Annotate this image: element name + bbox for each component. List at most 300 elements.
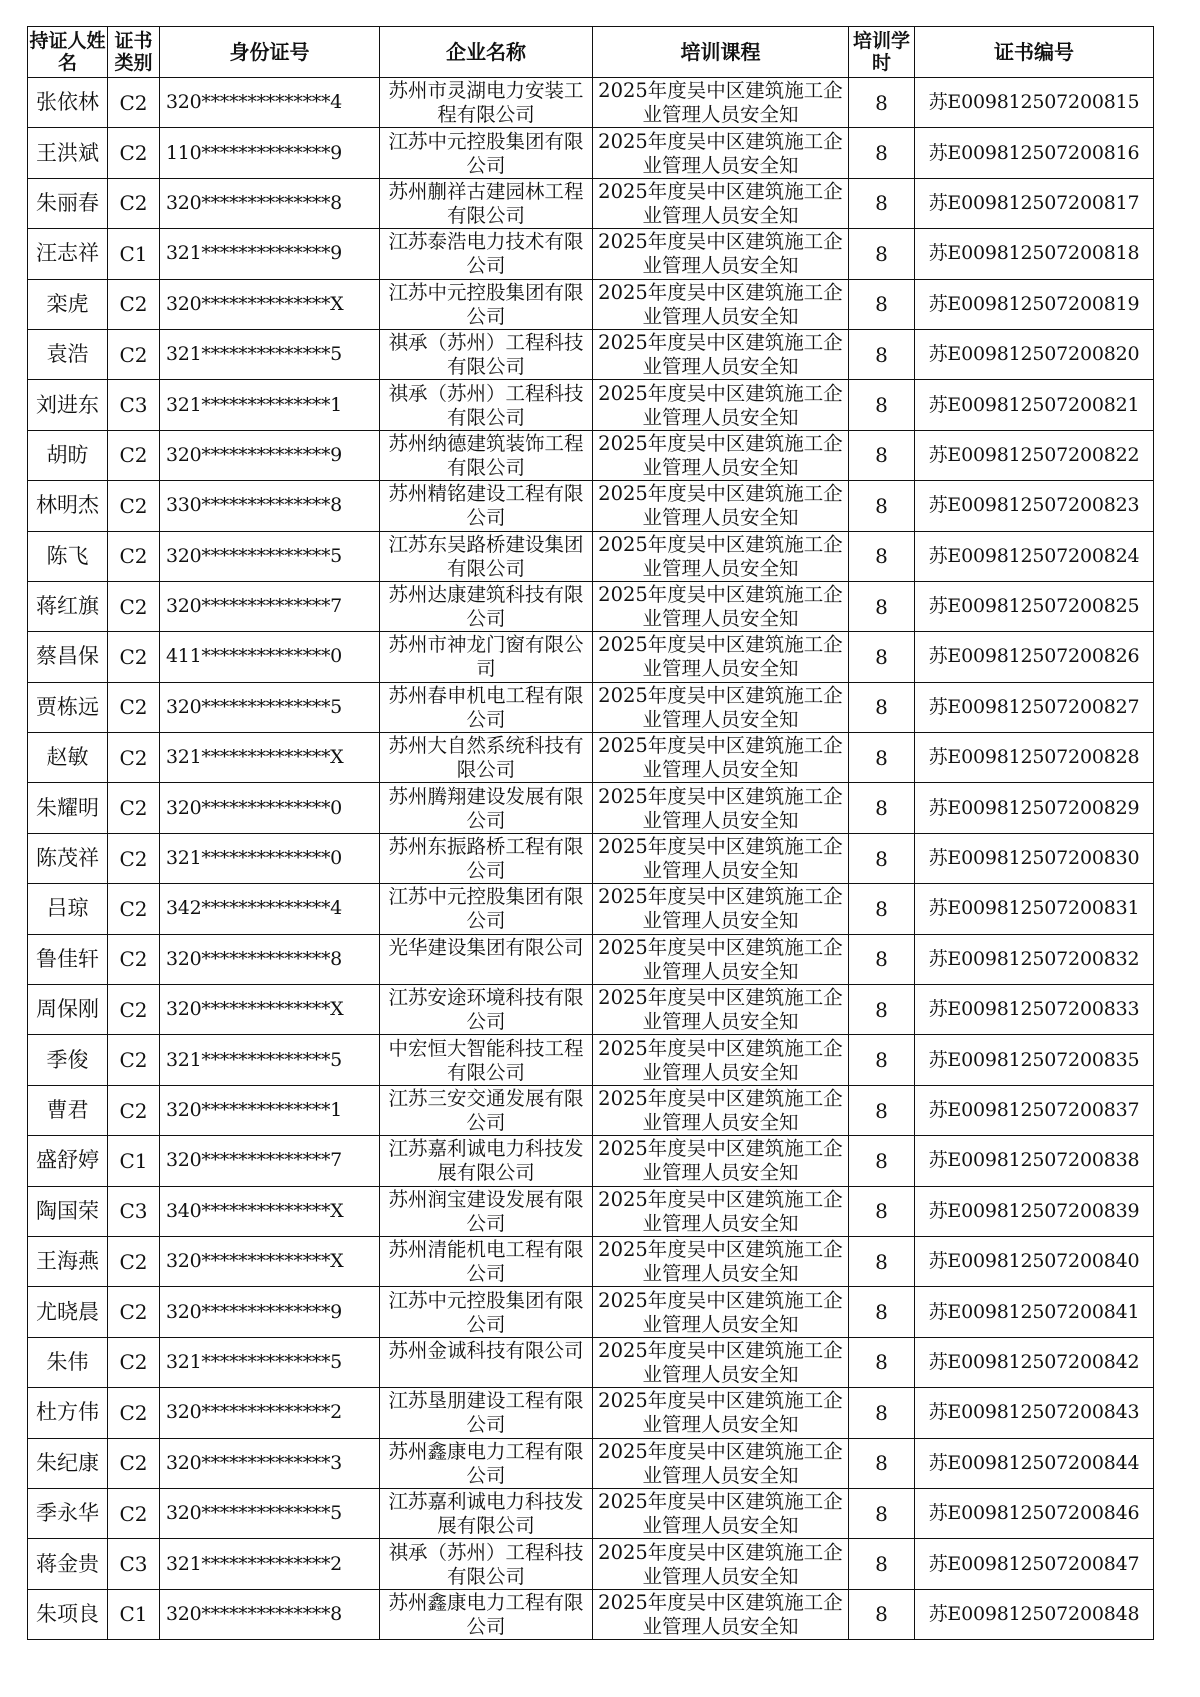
cell-id-number: 320**************7 <box>160 581 380 631</box>
cell-training-hours: 8 <box>849 1035 915 1085</box>
cell-cert-number: 苏E009812507200827 <box>915 682 1154 732</box>
cell-cert-number: 苏E009812507200829 <box>915 783 1154 833</box>
cell-cert-number: 苏E009812507200815 <box>915 78 1154 128</box>
cell-cert-number: 苏E009812507200835 <box>915 1035 1154 1085</box>
cell-training-hours: 8 <box>849 833 915 883</box>
cell-company-name <box>380 1085 593 1135</box>
cell-training-hours: 8 <box>849 481 915 531</box>
cell-id-number: 340**************X <box>160 1186 380 1236</box>
cell-cert-category: C2 <box>108 581 160 631</box>
table-row <box>28 1236 1154 1286</box>
cell-cert-category: C2 <box>108 985 160 1035</box>
cell-cert-category: C2 <box>108 632 160 682</box>
cell-cert-number: 苏E009812507200819 <box>915 279 1154 329</box>
table-row <box>28 178 1154 228</box>
cell-cert-number: 苏E009812507200824 <box>915 531 1154 581</box>
table-row <box>28 581 1154 631</box>
cell-id-number: 411**************0 <box>160 632 380 682</box>
table-row <box>28 1337 1154 1387</box>
cell-training-course-text: 2025年度吴中区建筑施工企业管理人员安全知 <box>598 885 843 933</box>
cell-training-course-text: 2025年度吴中区建筑施工企业管理人员安全知 <box>598 1590 843 1638</box>
table-row <box>28 78 1154 128</box>
cell-holder-name: 栾虎 <box>28 279 108 329</box>
cell-training-course <box>593 985 849 1035</box>
cell-company-name <box>380 430 593 480</box>
cell-training-hours: 8 <box>849 279 915 329</box>
cell-company-name-text: 苏州腾翔建设发展有限公司 <box>388 784 584 832</box>
cell-company-name <box>380 1539 593 1589</box>
cell-company-name <box>380 1236 593 1286</box>
cell-id-number: 321**************0 <box>160 833 380 883</box>
cell-id-number: 321**************5 <box>160 1337 380 1387</box>
cell-training-course-text: 2025年度吴中区建筑施工企业管理人员安全知 <box>598 431 843 479</box>
cell-id-number: 321**************2 <box>160 1539 380 1589</box>
cell-cert-number: 苏E009812507200818 <box>915 229 1154 279</box>
cell-id-number: 320**************8 <box>160 178 380 228</box>
cell-training-course <box>593 78 849 128</box>
cell-training-course <box>593 783 849 833</box>
cell-holder-name: 王海燕 <box>28 1236 108 1286</box>
cell-cert-number: 苏E009812507200828 <box>915 733 1154 783</box>
cell-holder-name: 刘进东 <box>28 380 108 430</box>
cell-company-name-text: 苏州春申机电工程有限公司 <box>388 683 584 731</box>
cell-training-hours: 8 <box>849 632 915 682</box>
cell-training-course-text: 2025年度吴中区建筑施工企业管理人员安全知 <box>598 381 843 429</box>
cell-training-course <box>593 1236 849 1286</box>
cell-cert-number: 苏E009812507200825 <box>915 581 1154 631</box>
cell-cert-number: 苏E009812507200843 <box>915 1388 1154 1438</box>
cell-company-name-text: 苏州东振路桥工程有限公司 <box>388 835 584 883</box>
cell-cert-number: 苏E009812507200844 <box>915 1438 1154 1488</box>
cell-cert-number: 苏E009812507200823 <box>915 481 1154 531</box>
cell-cert-category: C2 <box>108 481 160 531</box>
cell-training-course <box>593 531 849 581</box>
table-row <box>28 1186 1154 1236</box>
cell-cert-category: C2 <box>108 1236 160 1286</box>
cell-cert-number: 苏E009812507200842 <box>915 1337 1154 1387</box>
cell-training-course <box>593 1589 849 1639</box>
table-row <box>28 833 1154 883</box>
cell-cert-number: 苏E009812507200821 <box>915 380 1154 430</box>
cell-company-name <box>380 632 593 682</box>
cell-training-course <box>593 430 849 480</box>
cell-cert-category: C2 <box>108 1035 160 1085</box>
cell-training-course <box>593 1337 849 1387</box>
cell-id-number: 320**************X <box>160 279 380 329</box>
cell-company-name-text: 苏州精铭建设工程有限公司 <box>388 482 584 530</box>
cell-company-name <box>380 783 593 833</box>
cell-id-number: 320**************5 <box>160 682 380 732</box>
cell-company-name-text: 江苏中元控股集团有限公司 <box>388 280 584 328</box>
cell-cert-category: C3 <box>108 1186 160 1236</box>
cell-cert-category: C2 <box>108 833 160 883</box>
cell-training-course-text: 2025年度吴中区建筑施工企业管理人员安全知 <box>598 1187 843 1235</box>
cell-holder-name: 朱项良 <box>28 1589 108 1639</box>
cell-company-name <box>380 531 593 581</box>
cell-company-name <box>380 1287 593 1337</box>
cell-cert-category: C2 <box>108 78 160 128</box>
cell-training-hours: 8 <box>849 783 915 833</box>
cell-training-course <box>593 229 849 279</box>
cell-company-name-text: 江苏中元控股集团有限公司 <box>388 129 584 177</box>
cell-training-course <box>593 178 849 228</box>
cell-training-hours: 8 <box>849 733 915 783</box>
cell-cert-number: 苏E009812507200848 <box>915 1589 1154 1639</box>
cell-holder-name: 朱丽春 <box>28 178 108 228</box>
cell-company-name <box>380 733 593 783</box>
cell-cert-number: 苏E009812507200841 <box>915 1287 1154 1337</box>
cell-training-course-text: 2025年度吴中区建筑施工企业管理人员安全知 <box>598 583 843 631</box>
cell-training-course-text: 2025年度吴中区建筑施工企业管理人员安全知 <box>598 280 843 328</box>
cell-training-course-text: 2025年度吴中区建筑施工企业管理人员安全知 <box>598 1137 843 1185</box>
cell-id-number: 321**************X <box>160 733 380 783</box>
cell-company-name <box>380 1186 593 1236</box>
table-row <box>28 733 1154 783</box>
cell-id-number: 320**************5 <box>160 531 380 581</box>
cell-training-hours: 8 <box>849 884 915 934</box>
cell-company-name-text: 苏州市灵湖电力安装工程有限公司 <box>388 79 584 127</box>
cell-training-course <box>593 884 849 934</box>
cell-id-number: 320**************8 <box>160 1589 380 1639</box>
cell-id-number: 110**************9 <box>160 128 380 178</box>
cell-id-number: 320**************1 <box>160 1085 380 1135</box>
header-company-name: 企业名称 <box>380 27 593 78</box>
cell-training-course-text: 2025年度吴中区建筑施工企业管理人员安全知 <box>598 1087 843 1134</box>
cell-training-course-text: 2025年度吴中区建筑施工企业管理人员安全知 <box>598 331 843 379</box>
cell-training-course-text: 2025年度吴中区建筑施工企业管理人员安全知 <box>598 683 843 731</box>
table-row <box>28 279 1154 329</box>
table-row <box>28 985 1154 1035</box>
cell-cert-category: C2 <box>108 682 160 732</box>
cell-cert-category: C2 <box>108 783 160 833</box>
cell-id-number: 320**************2 <box>160 1388 380 1438</box>
table-row <box>28 1488 1154 1538</box>
cell-id-number: 320**************5 <box>160 1488 380 1538</box>
cell-company-name <box>380 229 593 279</box>
cell-holder-name: 盛舒婷 <box>28 1136 108 1186</box>
cell-company-name-text: 苏州达康建筑科技有限公司 <box>388 583 584 631</box>
cell-company-name <box>380 1337 593 1387</box>
cell-id-number: 320**************8 <box>160 934 380 984</box>
table-row <box>28 430 1154 480</box>
cell-training-course <box>593 481 849 531</box>
cell-cert-category: C2 <box>108 1287 160 1337</box>
cell-training-course <box>593 632 849 682</box>
table-row <box>28 1287 1154 1337</box>
cell-holder-name: 周保刚 <box>28 985 108 1035</box>
table-row <box>28 1388 1154 1438</box>
cell-holder-name: 蒋红旗 <box>28 581 108 631</box>
cell-holder-name: 朱伟 <box>28 1337 108 1387</box>
cell-training-hours: 8 <box>849 128 915 178</box>
cell-holder-name: 陈飞 <box>28 531 108 581</box>
cell-holder-name: 吕琼 <box>28 884 108 934</box>
cell-cert-number: 苏E009812507200840 <box>915 1236 1154 1286</box>
cell-company-name-text: 江苏安途环境科技有限公司 <box>388 986 584 1034</box>
cell-cert-category: C2 <box>108 884 160 934</box>
cell-holder-name: 季俊 <box>28 1035 108 1085</box>
header-cert-number: 证书编号 <box>915 27 1154 78</box>
cell-training-course-text: 2025年度吴中区建筑施工企业管理人员安全知 <box>598 129 843 177</box>
cell-cert-category: C3 <box>108 380 160 430</box>
cell-training-hours: 8 <box>849 78 915 128</box>
cell-company-name-text: 江苏中元控股集团有限公司 <box>388 1288 584 1336</box>
cell-company-name-text: 苏州市神龙门窗有限公司 <box>388 633 584 681</box>
cell-company-name-text: 中宏恒大智能科技工程有限公司 <box>388 1036 584 1084</box>
cell-training-course-text: 2025年度吴中区建筑施工企业管理人员安全知 <box>598 935 843 983</box>
cell-holder-name: 赵敏 <box>28 733 108 783</box>
cell-id-number: 321**************5 <box>160 1035 380 1085</box>
cell-training-course-text: 2025年度吴中区建筑施工企业管理人员安全知 <box>598 230 843 278</box>
cell-company-name-text: 苏州大自然系统科技有限公司 <box>388 734 584 782</box>
cell-cert-category: C2 <box>108 430 160 480</box>
cell-holder-name: 陈茂祥 <box>28 833 108 883</box>
table-row <box>28 934 1154 984</box>
cell-training-course <box>593 329 849 379</box>
cell-company-name-text: 苏州蒯祥古建园林工程有限公司 <box>388 179 584 227</box>
cell-id-number: 321**************9 <box>160 229 380 279</box>
cell-training-course-text: 2025年度吴中区建筑施工企业管理人员安全知 <box>598 734 843 782</box>
cell-company-name-text: 江苏东吴路桥建设集团有限公司 <box>388 532 584 580</box>
cell-training-course-text: 2025年度吴中区建筑施工企业管理人员安全知 <box>598 1490 843 1538</box>
table-row <box>28 1539 1154 1589</box>
cell-holder-name: 朱耀明 <box>28 783 108 833</box>
cell-holder-name: 王洪斌 <box>28 128 108 178</box>
cell-id-number: 330**************8 <box>160 481 380 531</box>
cell-training-hours: 8 <box>849 1136 915 1186</box>
table-body <box>28 78 1154 1640</box>
cell-training-hours: 8 <box>849 229 915 279</box>
cell-id-number: 320**************3 <box>160 1438 380 1488</box>
header-training-course: 培训课程 <box>593 27 849 78</box>
cell-training-course-text: 2025年度吴中区建筑施工企业管理人员安全知 <box>598 835 843 883</box>
cell-holder-name: 陶国荣 <box>28 1186 108 1236</box>
cell-cert-number: 苏E009812507200847 <box>915 1539 1154 1589</box>
cell-company-name <box>380 985 593 1035</box>
cell-company-name <box>380 934 593 984</box>
cell-cert-category: C2 <box>108 1488 160 1538</box>
cell-company-name <box>380 1438 593 1488</box>
cell-training-hours: 8 <box>849 430 915 480</box>
cell-holder-name: 尤晓晨 <box>28 1287 108 1337</box>
cell-training-hours: 8 <box>849 329 915 379</box>
cell-cert-number: 苏E009812507200838 <box>915 1136 1154 1186</box>
cell-cert-category: C2 <box>108 531 160 581</box>
cell-cert-number: 苏E009812507200826 <box>915 632 1154 682</box>
cell-holder-name: 胡昉 <box>28 430 108 480</box>
cell-training-course <box>593 1186 849 1236</box>
cell-training-course <box>593 1136 849 1186</box>
cell-company-name-text: 祺承（苏州）工程科技有限公司 <box>388 331 584 379</box>
cell-holder-name: 杜方伟 <box>28 1388 108 1438</box>
cell-company-name <box>380 481 593 531</box>
cell-cert-category: C2 <box>108 279 160 329</box>
cell-id-number: 320**************0 <box>160 783 380 833</box>
table-row <box>28 682 1154 732</box>
cell-company-name <box>380 682 593 732</box>
cell-company-name-text: 江苏三安交通发展有限公司 <box>388 1087 584 1134</box>
cell-training-hours: 8 <box>849 1236 915 1286</box>
cell-training-course <box>593 279 849 329</box>
table-row <box>28 1589 1154 1639</box>
cell-company-name <box>380 380 593 430</box>
cell-training-course <box>593 1085 849 1135</box>
cell-training-hours: 8 <box>849 531 915 581</box>
cell-training-course <box>593 380 849 430</box>
cell-cert-category: C2 <box>108 1337 160 1387</box>
cell-cert-category: C1 <box>108 229 160 279</box>
cell-company-name-text: 苏州清能机电工程有限公司 <box>388 1238 584 1286</box>
cell-training-course <box>593 934 849 984</box>
cell-training-course <box>593 682 849 732</box>
cell-training-hours: 8 <box>849 1438 915 1488</box>
cell-holder-name: 鲁佳轩 <box>28 934 108 984</box>
cell-id-number: 320**************4 <box>160 78 380 128</box>
cell-holder-name: 贾栋远 <box>28 682 108 732</box>
cell-training-course-text: 2025年度吴中区建筑施工企业管理人员安全知 <box>598 1338 843 1386</box>
cell-company-name <box>380 128 593 178</box>
cell-cert-category: C1 <box>108 1589 160 1639</box>
cell-training-hours: 8 <box>849 985 915 1035</box>
cell-training-hours: 8 <box>849 1539 915 1589</box>
header-id-number: 身份证号 <box>160 27 380 78</box>
cell-company-name <box>380 178 593 228</box>
cell-id-number: 342**************4 <box>160 884 380 934</box>
cell-cert-number: 苏E009812507200817 <box>915 178 1154 228</box>
cell-company-name <box>380 1136 593 1186</box>
cell-training-hours: 8 <box>849 1287 915 1337</box>
cell-training-hours: 8 <box>849 1186 915 1236</box>
cell-company-name-text: 光华建设集团有限公司 <box>388 935 584 959</box>
cell-training-course <box>593 1539 849 1589</box>
cell-training-course-text: 2025年度吴中区建筑施工企业管理人员安全知 <box>598 79 843 127</box>
table-row <box>28 783 1154 833</box>
cell-holder-name: 朱纪康 <box>28 1438 108 1488</box>
cell-id-number: 320**************9 <box>160 1287 380 1337</box>
cell-holder-name: 曹君 <box>28 1085 108 1135</box>
cell-company-name <box>380 581 593 631</box>
cell-training-course-text: 2025年度吴中区建筑施工企业管理人员安全知 <box>598 482 843 530</box>
table-row <box>28 1438 1154 1488</box>
cell-training-hours: 8 <box>849 1388 915 1438</box>
cell-training-course-text: 2025年度吴中区建筑施工企业管理人员安全知 <box>598 633 843 681</box>
cell-training-course <box>593 1035 849 1085</box>
header-row <box>28 27 1154 78</box>
cell-training-course-text: 2025年度吴中区建筑施工企业管理人员安全知 <box>598 1540 843 1588</box>
cell-training-course <box>593 1438 849 1488</box>
cell-training-course <box>593 1287 849 1337</box>
cell-company-name-text: 祺承（苏州）工程科技有限公司 <box>388 381 584 429</box>
cell-company-name-text: 江苏嘉利诚电力科技发展有限公司 <box>388 1490 584 1538</box>
cell-company-name-text: 苏州金诚科技有限公司 <box>388 1338 584 1362</box>
cell-training-course-text: 2025年度吴中区建筑施工企业管理人员安全知 <box>598 532 843 580</box>
cell-id-number: 320**************X <box>160 1236 380 1286</box>
cell-training-course <box>593 733 849 783</box>
cell-company-name-text: 苏州鑫康电力工程有限公司 <box>388 1439 584 1487</box>
cell-cert-category: C2 <box>108 329 160 379</box>
cell-company-name <box>380 833 593 883</box>
cell-training-course-text: 2025年度吴中区建筑施工企业管理人员安全知 <box>598 1036 843 1084</box>
cell-company-name <box>380 329 593 379</box>
cell-cert-number: 苏E009812507200846 <box>915 1488 1154 1538</box>
cell-holder-name: 张依林 <box>28 78 108 128</box>
cell-training-course-text: 2025年度吴中区建筑施工企业管理人员安全知 <box>598 1439 843 1487</box>
cell-training-course <box>593 1488 849 1538</box>
cell-id-number: 321**************5 <box>160 329 380 379</box>
cell-id-number: 320**************9 <box>160 430 380 480</box>
header-cert-category: 证书类别 <box>108 27 160 78</box>
cell-cert-number: 苏E009812507200832 <box>915 934 1154 984</box>
header-training-hours: 培训学时 <box>849 27 915 78</box>
table-row <box>28 531 1154 581</box>
cell-holder-name: 汪志祥 <box>28 229 108 279</box>
cell-company-name-text: 江苏垦朋建设工程有限公司 <box>388 1389 584 1437</box>
cell-company-name-text: 江苏中元控股集团有限公司 <box>388 885 584 933</box>
cell-cert-number: 苏E009812507200822 <box>915 430 1154 480</box>
table-row <box>28 128 1154 178</box>
cell-training-course <box>593 1388 849 1438</box>
table-row <box>28 1035 1154 1085</box>
cell-training-course-text: 2025年度吴中区建筑施工企业管理人员安全知 <box>598 1238 843 1286</box>
cell-cert-number: 苏E009812507200831 <box>915 884 1154 934</box>
cell-training-hours: 8 <box>849 178 915 228</box>
cell-company-name-text: 苏州鑫康电力工程有限公司 <box>388 1590 584 1638</box>
cell-company-name-text: 苏州润宝建设发展有限公司 <box>388 1187 584 1235</box>
table-row <box>28 329 1154 379</box>
cell-id-number: 320**************X <box>160 985 380 1035</box>
cell-training-hours: 8 <box>849 1488 915 1538</box>
cell-cert-number: 苏E009812507200839 <box>915 1186 1154 1236</box>
cell-cert-category: C2 <box>108 733 160 783</box>
cell-company-name <box>380 279 593 329</box>
cell-cert-number: 苏E009812507200816 <box>915 128 1154 178</box>
cell-company-name-text: 江苏嘉利诚电力科技发展有限公司 <box>388 1137 584 1185</box>
certificate-roster-table <box>27 26 1154 1640</box>
cell-holder-name: 季永华 <box>28 1488 108 1538</box>
cell-training-hours: 8 <box>849 1085 915 1135</box>
cell-training-course <box>593 581 849 631</box>
cell-cert-category: C1 <box>108 1136 160 1186</box>
cell-company-name <box>380 1589 593 1639</box>
cell-company-name <box>380 1035 593 1085</box>
cell-training-course-text: 2025年度吴中区建筑施工企业管理人员安全知 <box>598 179 843 227</box>
cell-cert-category: C2 <box>108 128 160 178</box>
cell-training-course-text: 2025年度吴中区建筑施工企业管理人员安全知 <box>598 784 843 832</box>
cell-training-hours: 8 <box>849 682 915 732</box>
table-row <box>28 229 1154 279</box>
cell-company-name <box>380 78 593 128</box>
cell-cert-category: C2 <box>108 1085 160 1135</box>
table-row <box>28 632 1154 682</box>
cell-company-name <box>380 1388 593 1438</box>
cell-cert-number: 苏E009812507200833 <box>915 985 1154 1035</box>
cell-cert-category: C2 <box>108 178 160 228</box>
table-header <box>28 27 1154 78</box>
cell-cert-category: C2 <box>108 934 160 984</box>
cell-training-hours: 8 <box>849 380 915 430</box>
cell-training-course-text: 2025年度吴中区建筑施工企业管理人员安全知 <box>598 986 843 1034</box>
cell-holder-name: 蒋金贵 <box>28 1539 108 1589</box>
cell-cert-number: 苏E009812507200820 <box>915 329 1154 379</box>
cell-cert-number: 苏E009812507200837 <box>915 1085 1154 1135</box>
cell-training-course-text: 2025年度吴中区建筑施工企业管理人员安全知 <box>598 1389 843 1437</box>
cell-training-course <box>593 833 849 883</box>
cell-training-course <box>593 128 849 178</box>
table-row <box>28 1085 1154 1135</box>
cell-cert-category: C3 <box>108 1539 160 1589</box>
cell-company-name <box>380 884 593 934</box>
cell-cert-category: C2 <box>108 1438 160 1488</box>
